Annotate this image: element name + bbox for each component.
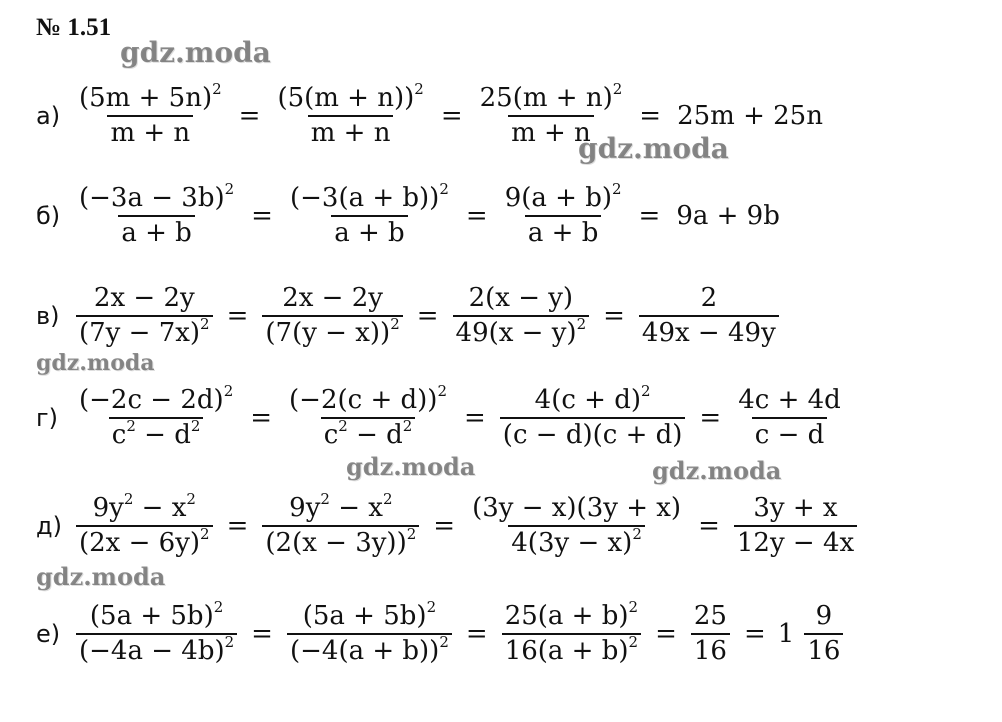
fraction [734, 492, 857, 558]
numerator: $25(a + b)^2$ [504, 597, 639, 631]
equals-sign: = [238, 101, 261, 131]
fraction [469, 492, 684, 558]
denominator: $(7(y - x))^2$ [262, 315, 402, 347]
numerator: $(5a + 5b)^2$ [302, 597, 437, 631]
fraction [76, 597, 237, 666]
denominator: a + b [118, 215, 194, 247]
fraction [804, 600, 843, 666]
watermark-logo: gdz.moda [120, 36, 271, 69]
numerator: $9y^2 - x^2$ [92, 489, 196, 523]
equals-sign: = [251, 201, 273, 231]
numerator: 2x − 2y [93, 282, 195, 313]
row-label: д) [36, 512, 62, 540]
equals-sign: = [440, 101, 463, 131]
denominator: $(-4a - 4b)^2$ [76, 633, 237, 665]
fraction [453, 282, 590, 348]
denominator: $(2x - 6y)^2$ [76, 525, 213, 557]
fraction [502, 179, 625, 248]
denominator: c − d [752, 417, 828, 449]
denominator: (c − d)(c + d) [500, 417, 686, 449]
denominator: m + n [508, 115, 594, 147]
watermark-logo: gdz.moda [652, 456, 782, 485]
watermark-logo: gdz.moda [36, 350, 155, 376]
equals-sign: = [638, 201, 661, 231]
row-label: а) [36, 102, 61, 130]
equation-row-g [36, 380, 846, 456]
problem-number: № 1.51 [36, 14, 112, 41]
numerator: 2x − 2y [282, 282, 383, 313]
watermark-logo: gdz.moda [36, 562, 166, 591]
numerator: $(-2c - 2d)^2$ [79, 381, 234, 415]
numerator: $(5m + 5n)^2$ [79, 79, 222, 113]
fraction [274, 79, 426, 148]
denominator: 16 [804, 633, 843, 665]
numerator: $(-2(c + d))^2$ [289, 381, 447, 415]
fraction [76, 179, 237, 248]
denominator: a + b [525, 215, 601, 247]
denominator: $(2(x - 3y))^2$ [262, 525, 419, 557]
numerator: 25 [693, 600, 727, 631]
equals-sign: = [743, 619, 766, 649]
numerator: $(5(m + n))^2$ [277, 79, 424, 113]
equals-sign: = [226, 301, 249, 331]
numerator: $9y^2 - x^2$ [289, 489, 393, 523]
numerator: 4c + 4d [738, 384, 841, 415]
equals-sign: = [251, 619, 273, 649]
equals-sign: = [639, 101, 662, 131]
fraction [286, 381, 450, 450]
watermark-logo: gdz.moda [346, 452, 476, 481]
denominator: $4(3y - x)^2$ [508, 525, 645, 557]
equals-sign: = [655, 619, 677, 649]
equation-row-a [36, 78, 827, 154]
equation-row-v [36, 278, 781, 354]
numerator: $4(c + d)^2$ [534, 381, 651, 415]
equals-sign: = [465, 201, 488, 231]
equals-sign: = [465, 619, 488, 649]
numerator: 9 [815, 600, 833, 631]
fraction [76, 489, 213, 558]
numerator: (3y − x)(3y + x) [472, 492, 682, 523]
row-label: в) [36, 302, 60, 330]
fraction [262, 282, 402, 348]
equation-row-d [36, 488, 859, 564]
whole-part: 1 [777, 619, 795, 649]
fraction [76, 282, 213, 348]
equals-sign: = [699, 403, 722, 433]
denominator: $49(x - y)^2$ [453, 315, 590, 347]
denominator: a + b [331, 215, 407, 247]
numerator: 2(x − y) [468, 282, 574, 313]
row-label: б) [36, 202, 61, 230]
fraction [76, 79, 225, 148]
numerator: $(-3(a + b))^2$ [289, 179, 449, 213]
watermark-logo: gdz.moda [578, 132, 729, 165]
fraction [639, 282, 779, 348]
equals-sign: = [464, 403, 486, 433]
row-label: е) [36, 620, 61, 648]
equals-sign: = [226, 511, 249, 541]
denominator: $c^2 - d^2$ [109, 417, 204, 449]
fraction [500, 381, 686, 450]
numerator: $(-3a - 3b)^2$ [79, 179, 235, 213]
result: 9a + 9b [676, 201, 780, 231]
fraction [287, 597, 452, 666]
fraction [287, 179, 452, 248]
numerator: $25(m + n)^2$ [479, 79, 623, 113]
fraction [477, 79, 626, 148]
numerator: $9(a + b)^2$ [504, 179, 622, 213]
equation-row-b [36, 178, 784, 254]
fraction [262, 489, 419, 558]
denominator: $(7y - 7x)^2$ [76, 315, 213, 347]
equals-sign: = [698, 511, 720, 541]
denominator: $c^2 - d^2$ [321, 417, 416, 449]
denominator: 49x − 49y [639, 315, 779, 347]
result: 25m + 25n [677, 101, 823, 131]
fraction [735, 384, 844, 450]
numerator: 2 [700, 282, 718, 313]
equals-sign: = [250, 403, 273, 433]
denominator: m + n [308, 115, 394, 147]
equals-sign: = [433, 511, 456, 541]
row-label: г) [36, 404, 58, 432]
fraction [691, 600, 730, 666]
denominator: 12y − 4x [734, 525, 857, 557]
numerator: 3y + x [753, 492, 838, 523]
numerator: $(5a + 5b)^2$ [89, 597, 224, 631]
mixed-number [777, 600, 846, 666]
fraction [76, 381, 236, 450]
equation-row-e [36, 596, 845, 672]
denominator: m + n [107, 115, 193, 147]
denominator: $16(a + b)^2$ [502, 633, 641, 665]
equals-sign: = [603, 301, 625, 331]
denominator: $(-4(a + b))^2$ [287, 633, 452, 665]
denominator: 16 [691, 633, 730, 665]
fraction [502, 597, 641, 666]
equals-sign: = [416, 301, 439, 331]
